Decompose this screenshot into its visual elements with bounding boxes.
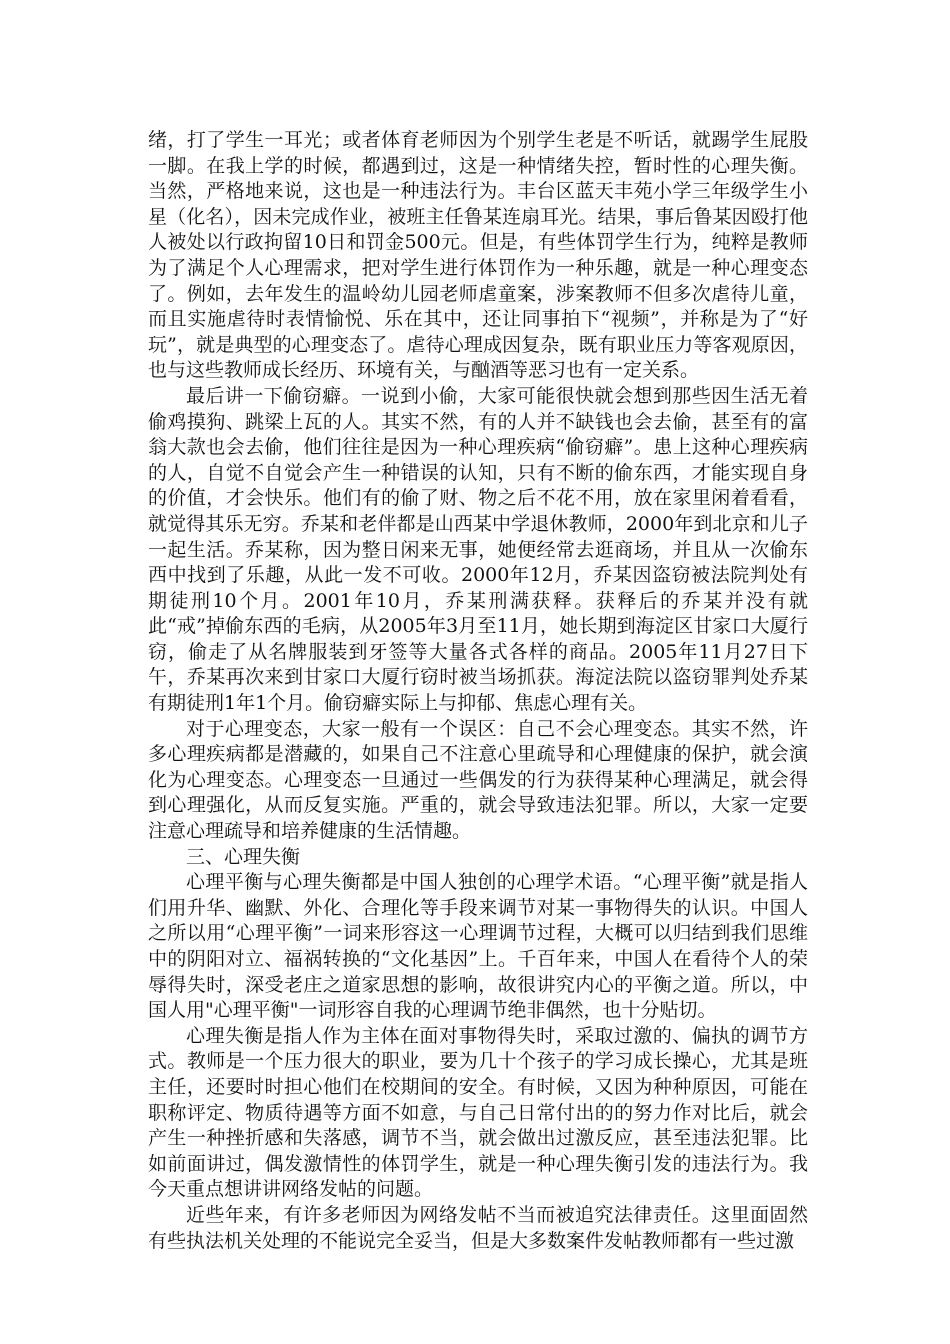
paragraph-kleptomania: 最后讲一下偷窃癖。一说到小偷，大家可能很快就会想到那些因生活无着偷鸡摸狗、跳梁上瓦的人。其实不然，有的人并不缺钱也会去偷，甚至有的富翁大款也会去偷，他们往往是因为一种心理疾病“偷窃癖”。患上这种心理疾病的人，自觉不自觉会产生一种错误的认知，只有不断的偷东西，才能实现自身的价值，才会快乐。他们有的偷了财、物之后不花不用，放在家里闲着看看，就觉得其乐无穷。乔某和老伴都是山西某中学退休教师，2000年到北京和儿子一起生活。乔某称，因为整日闲来无事，她便经常去逛商场，并且从一次偷东西中找到了乐趣，从此一发不可收。2000年12月，乔某因盗窃被法院判处有期徒刑10个月。2001年10月，乔某刑满获释。获释后的乔某并没有就此“戒”掉偷东西的毛病，从2005年3月至11月，她长期到海淀区甘家口大厦行窃，偷走了从名牌服装到牙签等大量各式各样的商品。2005年11月27日下午，乔某再次来到甘家口大厦行窃时被当场抓获。海淀法院以盗窃罪判处乔某有期徒刑1年1个月。偷窃癖实际上与抑郁、焦虑心理有关。 <box>148 384 808 715</box>
paragraph-imbalance-definition: 心理失衡是指人作为主体在面对事物得失时，采取过激的、偏执的调节方式。教师是一个压力很大的职业，要为几十个孩子的学习成长操心，尤其是班主任，还要时时担心他们在校期间的安全。有时候，又因为种种原因，可能在职称评定、物质待遇等方面不如意，与自己日常付出的的努力作对比后，就会产生一种挫折感和失落感，调节不当，就会做出过激反应，甚至违法犯罪。比如前面讲过，偶发激情性的体罚学生，就是一种心理失衡引发的违法行为。我今天重点想讲讲网络发帖的问题。 <box>148 1024 808 1201</box>
paragraph-online-posting: 近些年来，有许多老师因为网络发帖不当而被追究法律责任。这里面固然有些执法机关处理的不能说完全妥当，但是大多数案件发帖教师都有一些过激 <box>148 1203 808 1252</box>
section-heading: 三、心理失衡 <box>186 845 301 868</box>
paragraph-continuation: 绪，打了学生一耳光；或者体育老师因为个别学生老是不听话，就踢学生屁股一脚。在我上学的时候，都遇到过，这是一种情绪失控，暂时性的心理失衡。当然，严格地来说，这也是一种违法行为。丰台区蓝天丰苑小学三年级学生小星（化名），因未完成作业，被班主任鲁某连扇耳光。结果，事后鲁某因殴打他人被处以行政拘留10日和罚金500元。但是，有些体罚学生行为，纯粹是教师为了满足个人心理需求，把对学生进行体罚作为一种乐趣，就是一种心理变态了。例如，去年发生的温岭幼儿园老师虐童案，涉案教师不但多次虐待儿童，而且实施虐待时表情愉悦、乐在其中，还让同事拍下“视频”，并称是为了“好玩”，就是典型的心理变态了。虐待心理成因复杂，既有职业压力等客观原因，也与这些教师成长经历、环境有关，与酗酒等恶习也有一定关系。 <box>148 129 808 382</box>
paragraph-balance-definition: 心理平衡与心理失衡都是中国人独创的心理学术语。“心理平衡”就是指人们用升华、幽默、外化、合理化等手段来调节对某一事物得失的认识。中国人之所以用“心理平衡”一词来形容这一心理调节过程，大概可以归结到我们思维中的阴阳对立、福祸转换的“文化基因”上。千百年来，中国人在看待个人的荣辱得失时，深受老庄之道家思想的影响，故很讲究内心的平衡之道。所以，中国人用"心理平衡"一词形容自我的心理调节绝非偶然，也十分贴切。 <box>148 871 808 1022</box>
document-page <box>148 128 808 1254</box>
paragraph-misconception: 对于心理变态，大家一般有一个误区：自己不会心理变态。其实不然，许多心理疾病都是潜藏的，如果自己不注意心里疏导和心理健康的保护，就会演化为心理变态。心理变态一旦通过一些偶发的行为获得某种心理满足，就会得到心理强化，从而反复实施。严重的，就会导致违法犯罪。所以，大家一定要注意心理疏导和培养健康的生活情趣。 <box>148 717 808 843</box>
